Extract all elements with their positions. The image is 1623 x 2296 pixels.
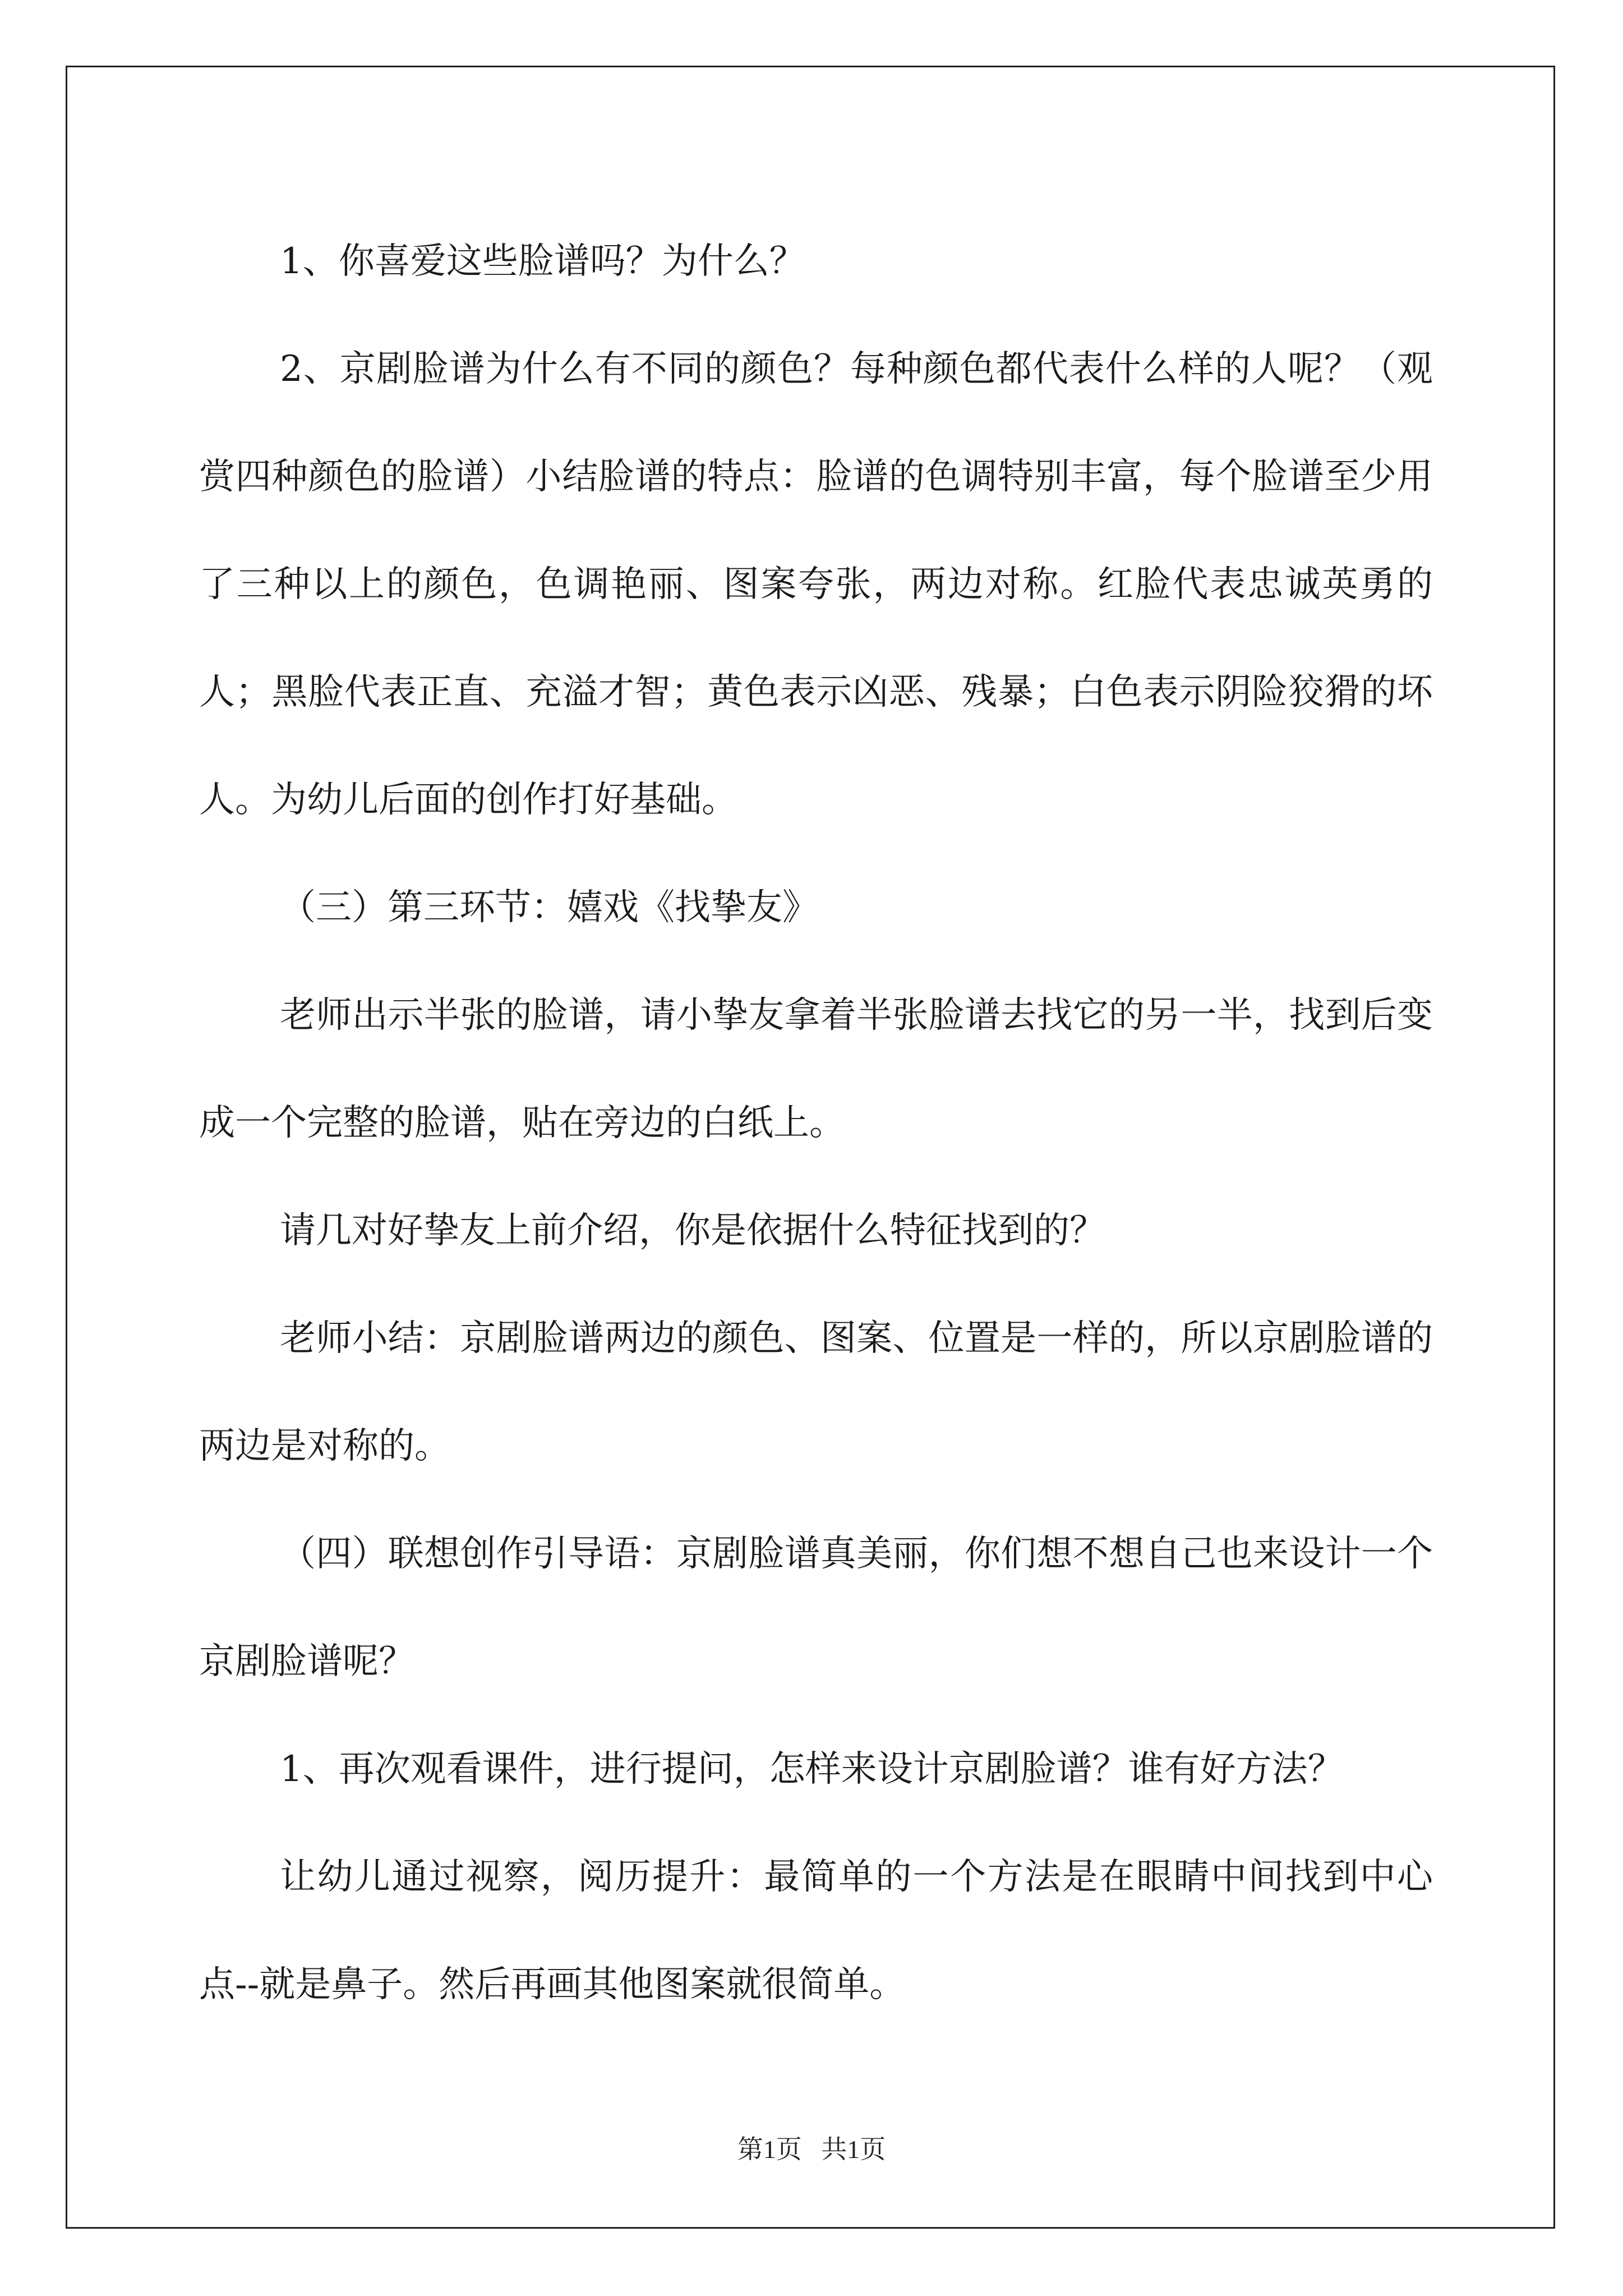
paragraph-5: 请几对好挚友上前介绍，你是依据什么特征找到的？: [280, 1210, 1105, 1251]
paragraph-9: 让幼儿通过视察，阅历提升：最简单的一个方法是在眼睛中间找到中心点--就是鼻子。然后再画其他图案就很简单。: [199, 1856, 1433, 2005]
page-number-footer: 第1页 共1页: [737, 2135, 886, 2164]
paragraph-2: 2、京剧脸谱为什么有不同的颜色？每种颜色都代表什么样的人呢？（观赏四种颜色的脸谱）小结脸谱的特点：脸谱的色调特别丰富，每个脸谱至少用了三种以上的颜色，色调艳丽、图案夸张，两边对称。红脸代表忠诚英勇的人；黑脸代表正直、充溢才智；黄色表示凶恶、残暴；白色表示阴险狡猾的坏人。为幼儿后面的创作打好基础。: [199, 348, 1433, 821]
paragraph-4: 老师出示半张的脸谱，请小挚友拿着半张脸谱去找它的另一半，找到后变成一个完整的脸谱，贴在旁边的白纸上。: [199, 995, 1433, 1144]
paragraph-7: （四）联想创作引导语：京剧脸谱真美丽，你们想不想自己也来设计一个京剧脸谱呢？: [199, 1533, 1433, 1682]
paragraph-6: 老师小结：京剧脸谱两边的颜色、图案、位置是一样的，所以京剧脸谱的两边是对称的。: [199, 1318, 1433, 1467]
paragraph-8: 1、再次观看课件，进行提问，怎样来设计京剧脸谱？谁有好方法？: [280, 1749, 1344, 1790]
document-body: [199, 208, 1433, 2039]
paragraph-3: （三）第三环节：嬉戏《找挚友》: [280, 887, 818, 928]
paragraph-1: 1、你喜爱这些脸谱吗？为什么？: [280, 241, 805, 282]
